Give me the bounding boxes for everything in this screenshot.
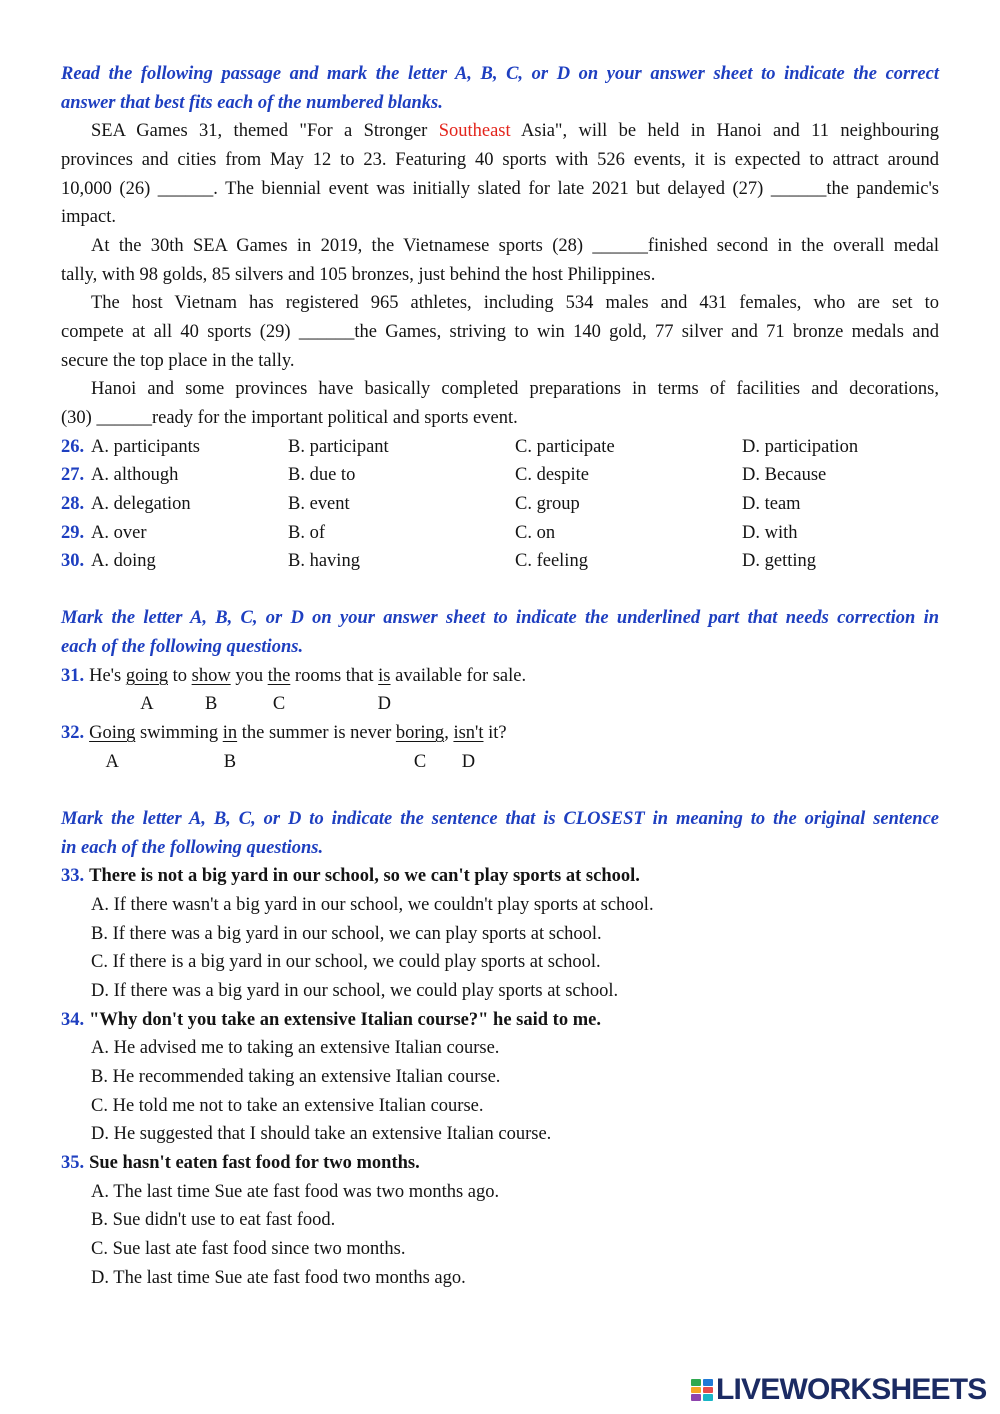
question-number: 28. bbox=[61, 493, 85, 514]
question-number: 35. bbox=[61, 1152, 85, 1173]
section2-instruction-line: Mark the letter A, B, C, or D on your answer sheet to indicate the underlined part that needs correction in bbox=[61, 608, 939, 629]
passage-text: SEA Games 31, themed "For a Stronger bbox=[91, 121, 439, 142]
option-d: D. If there was a big yard in our school, we could play sports at school. bbox=[91, 981, 619, 1001]
option-b: B. having bbox=[288, 551, 360, 572]
sentence-text: rooms that bbox=[290, 665, 379, 686]
option-c: C. participate bbox=[515, 436, 615, 457]
option-b: B. event bbox=[288, 493, 350, 514]
logo-text: LIVEWORKSHEETS bbox=[716, 1373, 987, 1406]
underlined-word: going bbox=[125, 665, 168, 686]
option-letter: B bbox=[204, 694, 218, 715]
sentence-text: the summer is never bbox=[237, 723, 396, 744]
question-stem: There is not a big yard in our school, so we can't play sports at school. bbox=[89, 866, 640, 887]
option-d: D. Because bbox=[742, 465, 827, 486]
question-34-stem bbox=[61, 1006, 939, 1035]
option-letter: A bbox=[105, 751, 119, 772]
section1-instruction-line: Read the following passage and mark the letter A, B, C, or D on your answer sheet to indicate the correct bbox=[61, 64, 939, 84]
passage-paragraph-3-line: secure the top place in the tally. bbox=[61, 350, 295, 371]
option-a: A. although bbox=[91, 465, 179, 486]
option-d: D. team bbox=[742, 493, 801, 514]
option-c: C. despite bbox=[515, 465, 589, 486]
passage-paragraph-2-line: At the 30th SEA Games in 2019, the Vietnamese sports (28) ______finished second in the overall medal bbox=[91, 235, 939, 256]
underlined-word: boring bbox=[395, 723, 445, 744]
sentence-text: He's bbox=[89, 665, 126, 686]
underlined-word: in bbox=[222, 723, 238, 744]
question-number: 26. bbox=[61, 436, 85, 457]
question-row-26 bbox=[61, 433, 939, 462]
question-number: 29. bbox=[61, 522, 85, 543]
underlined-word: show bbox=[191, 665, 231, 686]
question-row-27 bbox=[61, 461, 939, 490]
underlined-option-a bbox=[89, 719, 136, 772]
option-b: B. of bbox=[288, 522, 325, 543]
section3-instruction-line: Mark the letter A, B, C, or D to indicate the sentence that is CLOSEST in meaning to the original sentence bbox=[61, 809, 939, 830]
option-letters-row bbox=[61, 690, 939, 719]
underlined-option-c bbox=[395, 719, 445, 772]
passage-paragraph-1-line: 10,000 (26) ______. The biennial event was initially slated for late 2021 but delayed (27) ______the pandemic's bbox=[61, 178, 939, 199]
option-letters-row bbox=[61, 748, 939, 777]
option-a: A. He advised me to taking an extensive Italian course. bbox=[91, 1038, 500, 1059]
option-c: C. group bbox=[515, 493, 580, 514]
option-c: C. on bbox=[515, 522, 556, 543]
option-letter: D bbox=[377, 694, 392, 715]
underlined-word: the bbox=[267, 665, 291, 686]
option-b: B. due to bbox=[288, 465, 356, 486]
question-32-sentence bbox=[61, 719, 939, 772]
question-number: 32. bbox=[61, 723, 85, 744]
underlined-option-b bbox=[191, 662, 231, 715]
option-c: C. feeling bbox=[515, 551, 588, 572]
option-c: C. He told me not to take an extensive Italian course. bbox=[91, 1095, 484, 1116]
question-number: 27. bbox=[61, 465, 85, 486]
sentence-text: to bbox=[167, 665, 192, 686]
underlined-word: Going bbox=[89, 723, 136, 744]
underlined-option-d bbox=[377, 662, 392, 715]
section1-instruction-line: answer that best fits each of the numbered blanks. bbox=[61, 92, 443, 113]
option-b: B. If there was a big yard in our school, we can play sports at school. bbox=[91, 923, 602, 944]
question-number: 34. bbox=[61, 1009, 85, 1030]
liveworksheets-logo[interactable] bbox=[690, 1375, 987, 1405]
underlined-word: isn't bbox=[453, 723, 484, 744]
blank-line bbox=[61, 576, 939, 605]
option-letter: B bbox=[223, 751, 237, 772]
option-d: D. The last time Sue ate fast food two months ago. bbox=[91, 1267, 466, 1288]
option-a: A. participants bbox=[91, 436, 200, 457]
passage-paragraph-2-line: tally, with 98 golds, 85 silvers and 105 bronzes, just behind the host Philippines. bbox=[61, 264, 656, 285]
question-31-sentence bbox=[61, 662, 939, 715]
section2-instruction-line: each of the following questions. bbox=[61, 637, 304, 658]
option-b: B. He recommended taking an extensive Italian course. bbox=[91, 1066, 501, 1087]
passage-paragraph-1-line: impact. bbox=[61, 207, 116, 228]
option-a: A. If there wasn't a big yard in our school, we couldn't play sports at school. bbox=[91, 895, 654, 916]
worksheet-page bbox=[61, 60, 939, 1292]
option-a: A. The last time Sue ate fast food was two months ago. bbox=[91, 1181, 500, 1202]
question-stem: "Why don't you take an extensive Italian course?" he said to me. bbox=[89, 1009, 601, 1030]
option-letter: C bbox=[272, 694, 286, 715]
passage-paragraph-3-line: compete at all 40 sports (29) ______the Games, striving to win 140 gold, 77 silver and 71 bronze medals and bbox=[61, 321, 939, 342]
question-33-stem bbox=[61, 862, 939, 891]
underlined-option-a bbox=[125, 662, 168, 715]
option-b: B. Sue didn't use to eat fast food. bbox=[91, 1210, 336, 1231]
option-c: C. If there is a big yard in our school, we could play sports at school. bbox=[91, 952, 601, 973]
option-a: A. doing bbox=[91, 551, 156, 572]
highlighted-word: Southeast bbox=[438, 121, 511, 142]
option-a: A. delegation bbox=[91, 493, 191, 514]
option-letter: A bbox=[140, 694, 154, 715]
sentence-text: you bbox=[230, 665, 268, 686]
liveworksheets-logo-icon bbox=[690, 1378, 714, 1402]
underlined-option-c bbox=[267, 662, 291, 715]
underlined-word: is bbox=[378, 665, 391, 686]
passage-paragraph-1-line: provinces and cities from May 12 to 23. Featuring 40 sports with 526 events, it is expected to attract around bbox=[61, 149, 939, 170]
option-d: D. participation bbox=[742, 436, 859, 457]
question-number: 31. bbox=[61, 665, 85, 686]
question-number: 33. bbox=[61, 866, 85, 887]
underlined-option-b bbox=[222, 719, 238, 772]
sentence-text: it? bbox=[483, 723, 507, 744]
question-stem: Sue hasn't eaten fast food for two months. bbox=[89, 1152, 420, 1173]
option-d: D. getting bbox=[742, 551, 816, 572]
passage-paragraph-4-line: (30) ______ready for the important political and sports event. bbox=[61, 407, 518, 428]
passage-paragraph-1-line bbox=[61, 117, 939, 146]
sentence-text: available for sale. bbox=[390, 665, 527, 686]
question-number: 30. bbox=[61, 551, 85, 572]
option-letter: D bbox=[461, 751, 476, 772]
question-row-29 bbox=[61, 519, 939, 548]
passage-text: Asia", will be held in Hanoi and 11 neighbouring bbox=[510, 121, 939, 142]
option-d: D. with bbox=[742, 522, 798, 543]
underlined-option-d bbox=[453, 719, 484, 772]
sentence-text: , bbox=[444, 723, 454, 744]
passage-paragraph-4-line: Hanoi and some provinces have basically completed preparations in terms of facilities and decorations, bbox=[91, 379, 939, 400]
option-letter: C bbox=[413, 751, 427, 772]
blank-line bbox=[61, 776, 939, 805]
section3-instruction-line: in each of the following questions. bbox=[61, 837, 324, 858]
sentence-text: swimming bbox=[135, 723, 223, 744]
question-row-30 bbox=[61, 547, 939, 576]
question-35-stem bbox=[61, 1149, 939, 1178]
option-a: A. over bbox=[91, 522, 147, 543]
option-b: B. participant bbox=[288, 436, 389, 457]
option-c: C. Sue last ate fast food since two months. bbox=[91, 1238, 406, 1259]
option-d: D. He suggested that I should take an extensive Italian course. bbox=[91, 1124, 552, 1145]
question-row-28 bbox=[61, 490, 939, 519]
passage-paragraph-3-line: The host Vietnam has registered 965 athletes, including 534 males and 431 females, who are set to bbox=[91, 293, 939, 314]
